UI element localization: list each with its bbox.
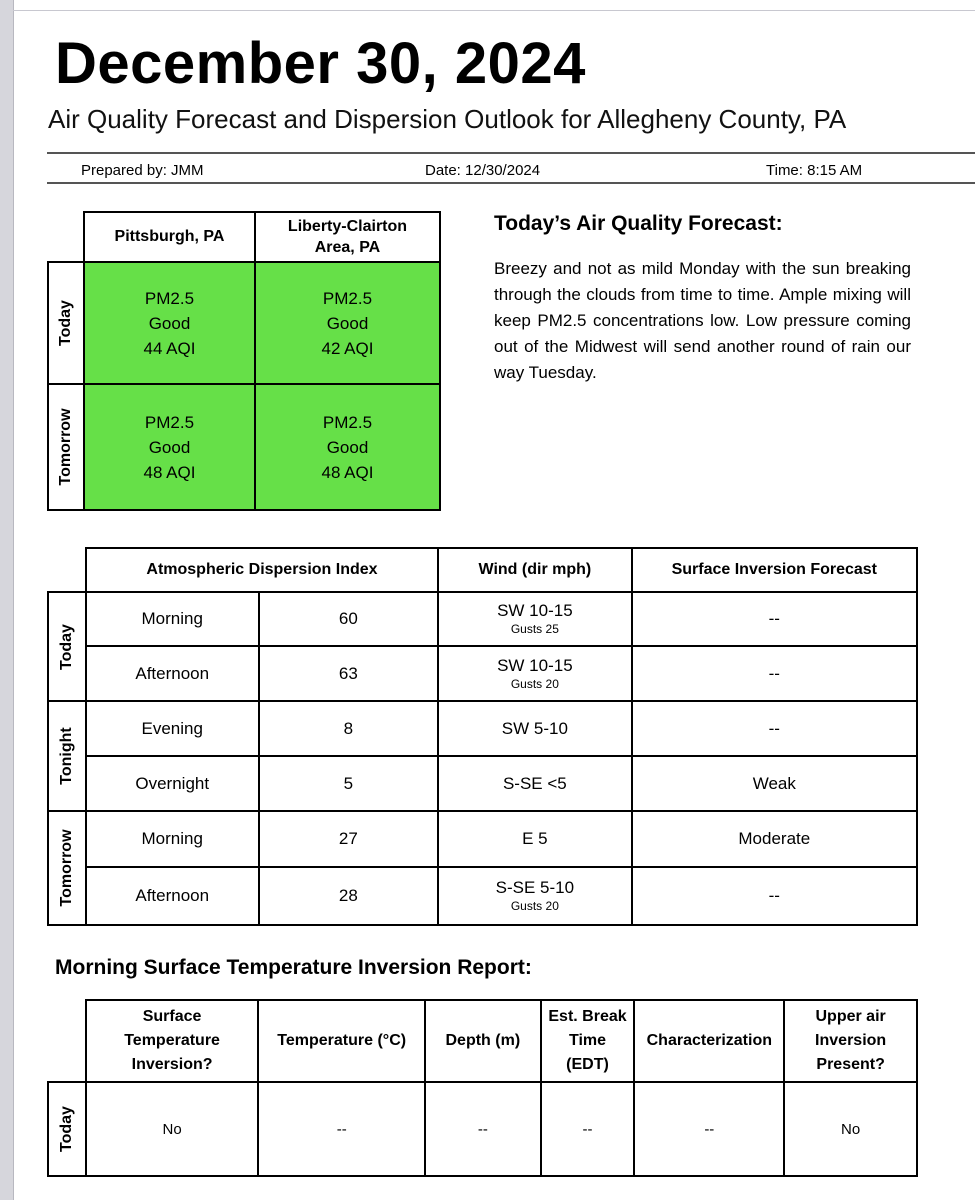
group-label-today: Today bbox=[48, 592, 86, 701]
group-label-tomorrow: Tomorrow bbox=[48, 811, 86, 925]
page-title: December 30, 2024 bbox=[55, 31, 586, 96]
inversion-cell: -- bbox=[632, 701, 917, 756]
period-cell: Morning bbox=[86, 811, 259, 867]
temperature-value: -- bbox=[258, 1082, 425, 1176]
inversion-report-title: Morning Surface Temperature Inversion Report: bbox=[55, 956, 532, 979]
period-cell: Morning bbox=[86, 592, 259, 646]
index-cell: 63 bbox=[259, 646, 439, 701]
wind-cell: E 5 bbox=[438, 811, 632, 867]
period-cell: Afternoon bbox=[86, 646, 259, 701]
index-cell: 5 bbox=[259, 756, 439, 811]
index-cell: 60 bbox=[259, 592, 439, 646]
index-cell: 28 bbox=[259, 867, 439, 925]
group-label-tonight: Tonight bbox=[48, 701, 86, 811]
period-cell: Afternoon bbox=[86, 867, 259, 925]
wind-cell: SW 5-10 bbox=[438, 701, 632, 756]
inversion-cell: -- bbox=[632, 646, 917, 701]
depth-value: -- bbox=[425, 1082, 541, 1176]
row-label-today: Today bbox=[48, 262, 84, 384]
period-cell: Overnight bbox=[86, 756, 259, 811]
wind-cell: SW 10-15 Gusts 25 bbox=[438, 592, 632, 646]
report-date: Date: 12/30/2024 bbox=[425, 162, 541, 179]
header-upper-air: Upper air Inversion Present? bbox=[784, 1000, 917, 1082]
surface-inversion-value: No bbox=[86, 1082, 259, 1176]
header-characterization: Characterization bbox=[634, 1000, 784, 1082]
aq-cell: PM2.5 Good 42 AQI bbox=[255, 262, 440, 384]
meta-bar bbox=[47, 152, 975, 184]
left-margin-strip bbox=[0, 0, 13, 1200]
header-break-time: Est. Break Time (EDT) bbox=[541, 1000, 635, 1082]
row-label-today: Today bbox=[48, 1082, 86, 1176]
forecast-text: Breezy and not as mild Monday with the sun breaking through the clouds from time to time. Ample mixing will keep PM2.5 concentrations low. Low pressure coming out of the Midwest will send another round of rain our way Tuesday. bbox=[494, 259, 911, 382]
dispersion-table bbox=[47, 547, 918, 926]
inversion-cell: Weak bbox=[632, 756, 917, 811]
page-edge bbox=[13, 0, 14, 1200]
aq-cell: PM2.5 Good 48 AQI bbox=[255, 384, 440, 510]
report-time: Time: 8:15 AM bbox=[766, 162, 863, 179]
index-cell: 27 bbox=[259, 811, 439, 867]
header-dispersion-index: Atmospheric Dispersion Index bbox=[86, 548, 438, 592]
header-temperature: Temperature (°C) bbox=[258, 1000, 425, 1082]
upper-air-value: No bbox=[784, 1082, 917, 1176]
inversion-cell: Moderate bbox=[632, 811, 917, 867]
wind-cell: S-SE 5-10 Gusts 20 bbox=[438, 867, 632, 925]
wind-cell: S-SE <5 bbox=[438, 756, 632, 811]
period-cell: Evening bbox=[86, 701, 259, 756]
inversion-cell: -- bbox=[632, 592, 917, 646]
aq-cell: PM2.5 Good 44 AQI bbox=[84, 262, 255, 384]
forecast-title: Today’s Air Quality Forecast: bbox=[494, 212, 783, 235]
header-wind: Wind (dir mph) bbox=[438, 548, 632, 592]
header-surface-inversion: Surface Temperature Inversion? bbox=[86, 1000, 259, 1082]
page-top-edge bbox=[13, 10, 975, 11]
characterization-value: -- bbox=[634, 1082, 784, 1176]
break-time-value: -- bbox=[541, 1082, 635, 1176]
inversion-cell: -- bbox=[632, 867, 917, 925]
prepared-by: Prepared by: JMM bbox=[81, 162, 204, 179]
index-cell: 8 bbox=[259, 701, 439, 756]
wind-cell: SW 10-15 Gusts 20 bbox=[438, 646, 632, 701]
col-pittsburgh: Pittsburgh, PA bbox=[84, 212, 255, 262]
page-subtitle: Air Quality Forecast and Dispersion Outlook for Allegheny County, PA bbox=[48, 104, 847, 134]
air-quality-table bbox=[47, 211, 441, 511]
header-surface-inversion: Surface Inversion Forecast bbox=[632, 548, 917, 592]
row-label-tomorrow: Tomorrow bbox=[48, 384, 84, 510]
col-liberty-clairton: Liberty-Clairton Area, PA bbox=[255, 212, 440, 262]
aq-cell: PM2.5 Good 48 AQI bbox=[84, 384, 255, 510]
header-depth: Depth (m) bbox=[425, 1000, 541, 1082]
inversion-report-table bbox=[47, 999, 918, 1177]
